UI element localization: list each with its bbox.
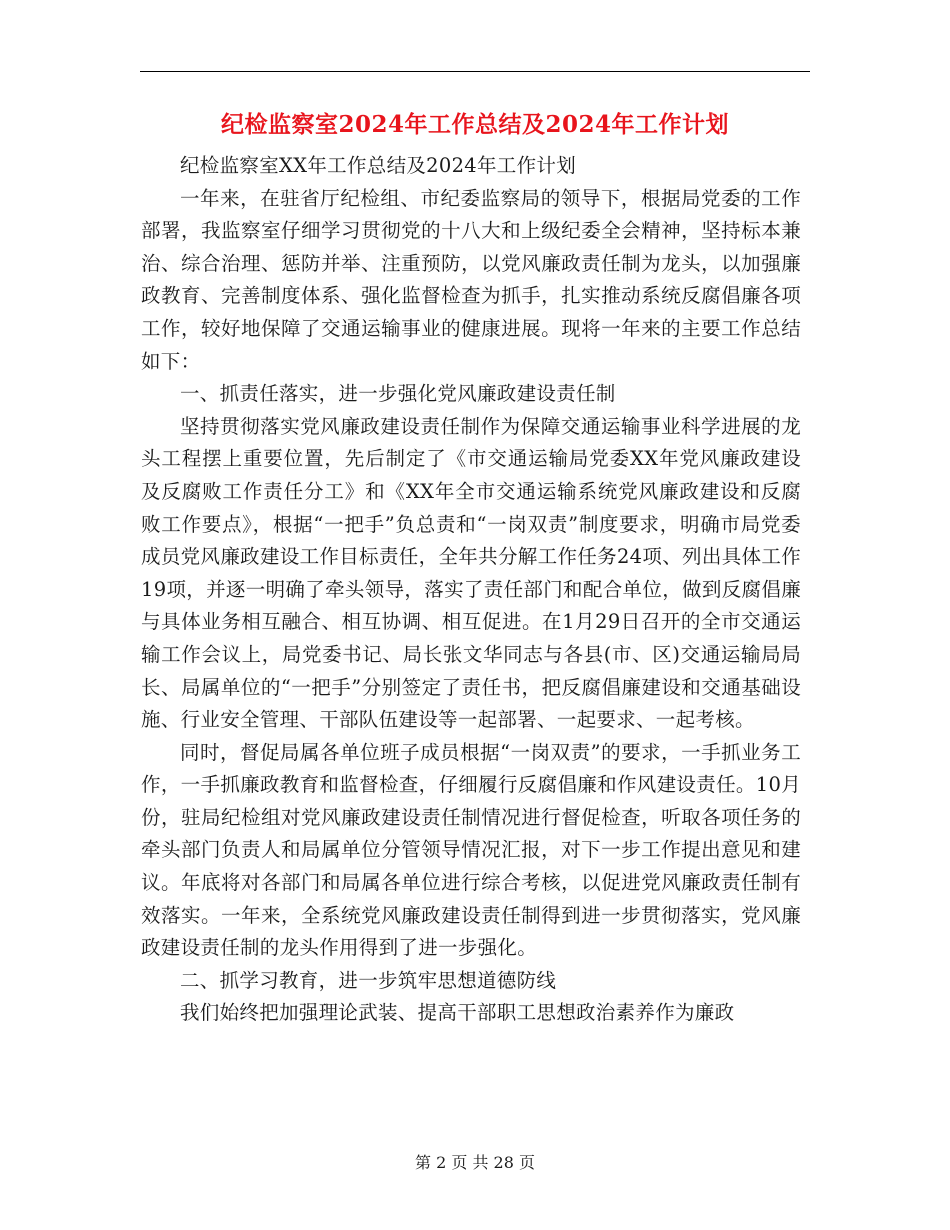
section-heading-1: 一、抓责任落实，进一步强化党风廉政建设责任制 [180, 382, 616, 406]
section-heading-2: 二、抓学习教育，进一步筑牢思想道德防线 [180, 968, 557, 992]
document-title: 纪检监察室2024年工作总结及2024年工作计划 [220, 111, 730, 138]
header-rule [140, 71, 810, 72]
intro-paragraph: 一年来，在驻省厅纪检组、市纪委监察局的领导下，根据局党委的工作部署，我监察室仔细学习贯彻党的十八大和上级纪委全会精神，坚持标本兼治、综合治理、惩防并举、注重预防，以党风廉政责任制为龙头，以加强廉政教育、完善制度体系、强化监督检查为抓手，扎实推动系统反腐倡廉各项工作，较好地保障了交通运输事业的健康进展。现将一年来的主要工作总结如下： [141, 186, 801, 373]
document-body [141, 150, 801, 1030]
body-paragraph: 同时，督促局属各单位班子成员根据“一岗双责”的要求，一手抓业务工作，一手抓廉政教育和监督检查，仔细履行反腐倡廉和作风建设责任。10月份，驻局纪检组对党风廉政建设责任制情况进行督促检查，听取各项任务的牵头部门负责人和局属单位分管领导情况汇报，对下一步工作提出意见和建议。年底将对各部门和局属各单位进行综合考核，以促进党风廉政责任制有效落实。一年来，全系统党风廉政建设责任制得到进一步贯彻落实，党风廉政建设责任制的龙头作用得到了进一步强化。 [141, 740, 801, 960]
body-paragraph: 我们始终把加强理论武装、提高干部职工思想政治素养作为廉政 [180, 1001, 735, 1025]
subtitle-paragraph: 纪检监察室XX年工作总结及2024年工作计划 [180, 154, 576, 177]
body-paragraph: 坚持贯彻落实党风廉政建设责任制作为保障交通运输事业科学进展的龙头工程摆上重要位置，先后制定了《市交通运输局党委XX年党风廉政建设及反腐败工作责任分工》和《XX年全市交通运输系统党风廉政建设和反腐败工作要点》，根据“一把手”负总责和“一岗双责”制度要求，明确市局党委成员党风廉政建设工作目标责任，全年共分解工作任务24项、列出具体工作19项，并逐一明确了牵头领导，落实了责任部门和配合单位，做到反腐倡廉与具体业务相互融合、相互协调、相互促进。在1月29日召开的全市交通运输工作会议上，局党委书记、局长张文华同志与各县(市、区)交通运输局局长、局属单位的“一把手”分别签定了责任书，把反腐倡廉建设和交通基础设施、行业安全管理、干部队伍建设等一起部署、一起要求、一起考核。 [141, 414, 801, 732]
page-number: 第 2 页 共 28 页 [415, 1153, 535, 1172]
